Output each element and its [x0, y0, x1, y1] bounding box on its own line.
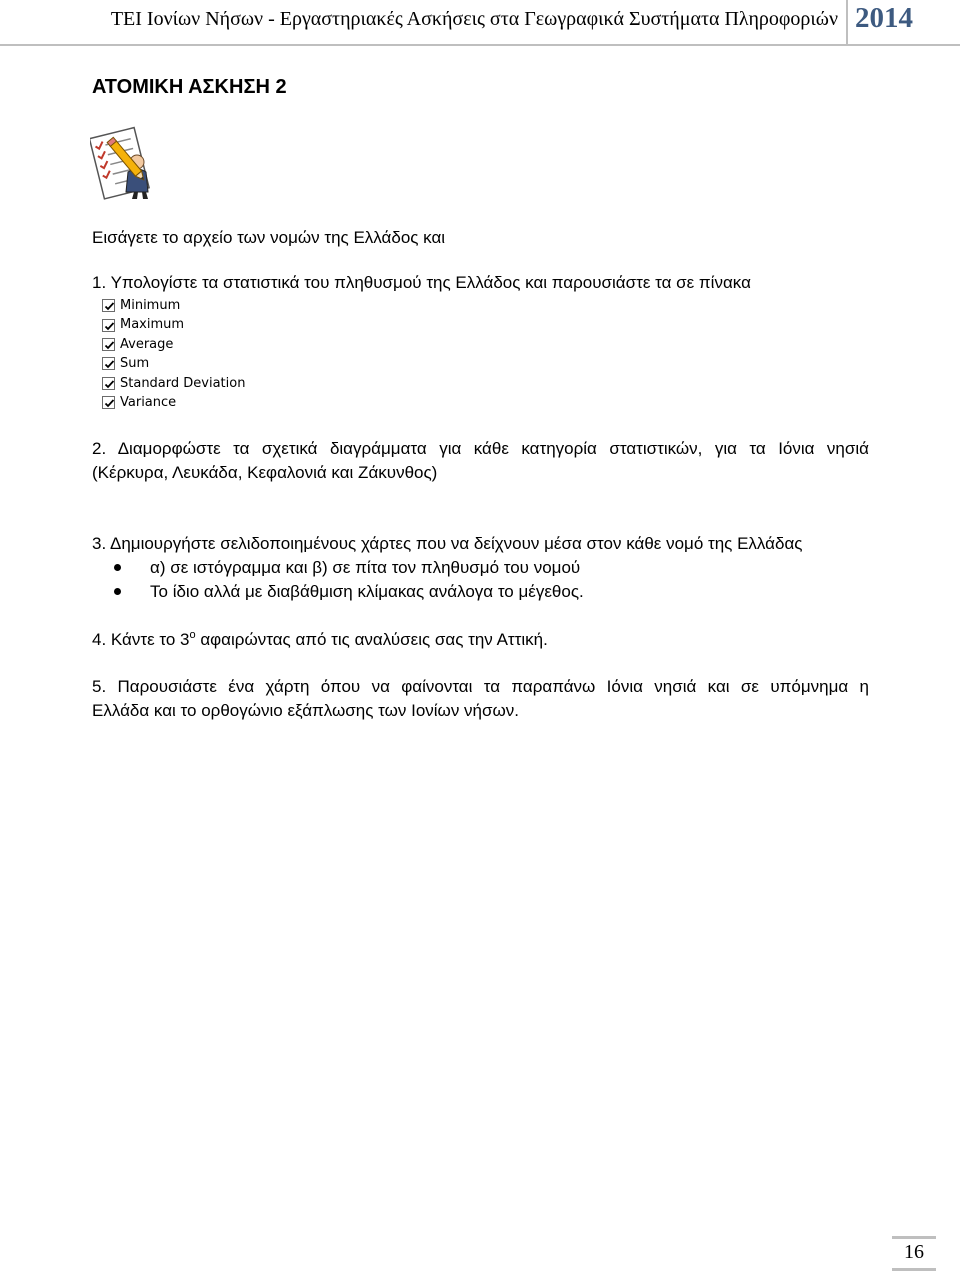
- stat-label: Sum: [120, 356, 150, 372]
- task-4-superscript: ο: [189, 629, 196, 641]
- task-3-bullet-2: Το ίδιο αλλά με διαβάθμιση κλίμακας ανάλογα το μέγεθος.: [150, 582, 584, 601]
- task-4-text: [92, 628, 869, 652]
- page-number-rule-top: [892, 1236, 936, 1239]
- checklist-pencil-man-icon: [90, 122, 160, 205]
- header-divider: [846, 0, 848, 44]
- stat-label: Standard Deviation: [120, 375, 246, 391]
- checkbox-checked[interactable]: [102, 319, 115, 332]
- stat-item-standard-deviation: [102, 374, 245, 393]
- bullet-icon: [114, 564, 121, 571]
- header-year: 2014: [855, 2, 913, 34]
- stat-label: Variance: [120, 394, 177, 410]
- page-number: 16: [904, 1241, 924, 1263]
- task-3-text: 3. Δημιουργήστε σελιδοποιημένους χάρτες που να δείχνουν μέσα στον κάθε νομό της Ελλάδας: [92, 534, 803, 553]
- task-4-suffix: αφαιρώντας από τις αναλύσεις σας την Αττική.: [195, 630, 548, 649]
- stat-item-minimum: [102, 296, 245, 315]
- stat-item-maximum: [102, 315, 245, 334]
- header-rule: [0, 44, 960, 46]
- task-1-text: 1. Υπολογίστε τα στατιστικά του πληθυσμού της Ελλάδος και παρουσιάστε τα σε πίνακα: [92, 273, 751, 292]
- stat-label: Minimum: [120, 298, 181, 313]
- running-header-title: ΤΕΙ Ιονίων Νήσων - Εργαστηριακές Ασκήσεις στα Γεωγραφικά Συστήματα Πληροφοριών: [110, 8, 838, 30]
- stat-label: Maximum: [120, 317, 185, 333]
- stat-item-variance: [102, 393, 245, 412]
- checkbox-checked[interactable]: [102, 338, 115, 351]
- statistics-checklist: [102, 296, 245, 412]
- task-3-bullet-1: α) σε ιστόγραμμα και β) σε πίτα τον πληθυσμό του νομού: [150, 558, 581, 577]
- stat-item-average: [102, 335, 245, 354]
- exercise-title: ΑΤΟΜΙΚΗ ΑΣΚΗΣΗ 2: [92, 76, 287, 98]
- task-2-line-1: 2. Διαμορφώστε τα σχετικά διαγράμματα για κάθε κατηγορία στατιστικών, για τα Ιόνια νησιά: [92, 439, 869, 458]
- intro-text: Εισάγετε το αρχείο των νομών της Ελλάδος και: [92, 228, 446, 247]
- checkbox-checked[interactable]: [102, 299, 115, 312]
- task-2-line-2: (Κέρκυρα, Λευκάδα, Κεφαλονιά και Ζάκυνθος): [92, 463, 438, 482]
- task-5-text: [92, 675, 869, 723]
- checkbox-checked[interactable]: [102, 377, 115, 390]
- task-4-prefix: 4. Κάντε το 3: [92, 630, 190, 649]
- task-5-line-2: Ελλάδα και το ορθογώνιο εξάπλωσης των Ιονίων νήσων.: [92, 701, 519, 720]
- task-2-text: [92, 437, 869, 485]
- checkbox-checked[interactable]: [102, 357, 115, 370]
- stat-item-sum: [102, 354, 245, 373]
- page-number-rule-bottom: [892, 1268, 936, 1271]
- bullet-icon: [114, 588, 121, 595]
- stat-label: Average: [120, 336, 174, 352]
- checkbox-checked[interactable]: [102, 396, 115, 409]
- task-5-line-1: 5. Παρουσιάστε ένα χάρτη όπου να φαίνονται τα παραπάνω Ιόνια νησιά και σε υπόμνημα η: [92, 677, 869, 696]
